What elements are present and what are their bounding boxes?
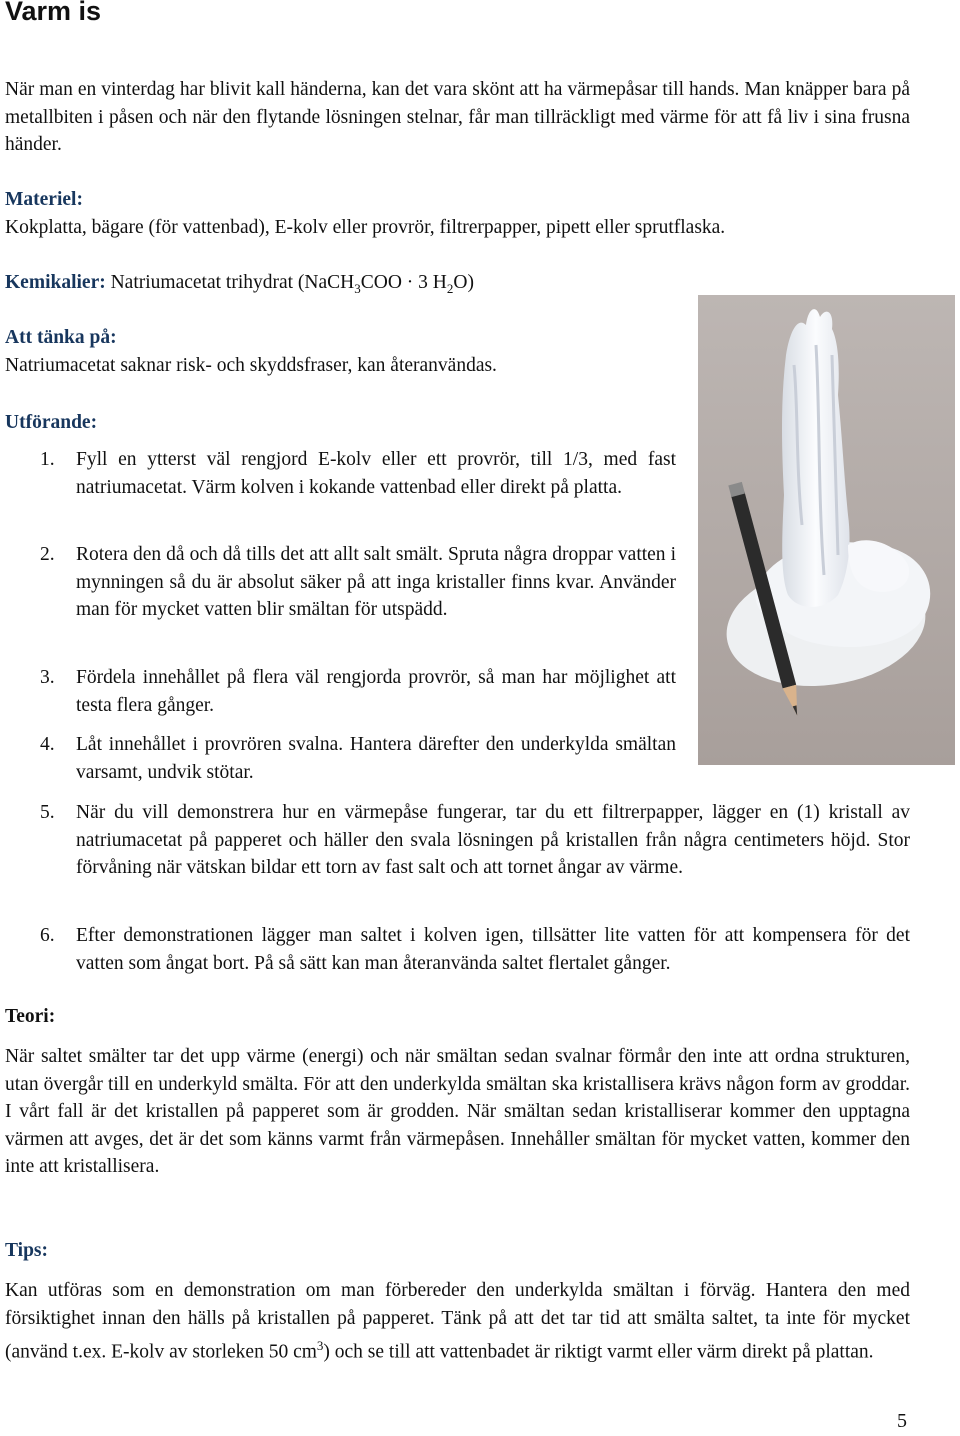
step-text: Fyll en ytterst väl rengjord E-kolv eller ett provrör, till 1/3, med fast natriumacetat. Värm kolven i kokande vattenbad eller direkt på platta. [76, 449, 676, 498]
step-number: 6. [40, 925, 55, 946]
teori-paragraph: När saltet smälter tar det upp värme (energi) och när smältan sedan svalnar förmår den inte att ordna strukturen, utan övergår till en underkyld smälta. För att den underkylda smältan ska kristallisera krävs någon form av groddar. I vårt fall är det kristallen på papperet som är grodden. När smältan sedan kristalliserar kommer den upptagna värmen att avges, det är det som känns varmt från värmepåsen. Innehåller smältan för mycket vatten, kommer den inte att kristallisera. [5, 1046, 910, 1177]
step-5 [40, 799, 910, 882]
step-text: Fördela innehållet på flera väl rengjorda provrör, så man har möjlighet att testa flera gånger. [76, 667, 676, 716]
step-text: När du vill demonstrera hur en värmepåse fungerar, tar du ett filtrerpapper, lägger en (1) kristall av natriumacetat på papperet och häller den svala lösningen på kristallen från några centimeters höjd. Stor förvåning när vätskan bildar ett torn av fast salt och att tornet ångar av värme. [76, 802, 910, 878]
salt-tower-illustration [698, 295, 955, 765]
kemikalier-text-b: COO · 3 H [360, 272, 447, 293]
step-4 [40, 731, 676, 786]
step-number: 4. [40, 734, 55, 755]
step-text: Låt innehållet i provrören svalna. Hantera därefter den underkylda smältan varsamt, undvik stötar. [76, 734, 676, 783]
kemikalier-text-c: O) [453, 272, 474, 293]
tips-superscript: 3 [316, 1338, 324, 1353]
tips-text-a: Kan utföras som en demonstration om man förbereder den underkylda smältan i förväg. Hantera den med försiktighet innan den hälls på kristallen på papperet. Tänk på att det tar tid att smälta saltet, ta inte för mycket (använd t.ex. E-kolv av storleken 50 cm [5, 1280, 910, 1363]
materiel-section [5, 186, 910, 241]
kemikalier-text-a: Natriumacetat trihydrat (NaCH [105, 272, 355, 293]
step-3 [40, 664, 676, 719]
tips-heading: Tips: [5, 1240, 48, 1261]
tips-paragraph [5, 1277, 910, 1366]
intro-paragraph: När man en vinterdag har blivit kall händerna, kan det vara skönt att ha värmepåsar till hands. Man knäpper bara på metallbiten i påsen och när den flytande lösningen stelnar, får man tillräckligt med värme för att få liv i sina frusna händer. [5, 79, 910, 155]
utforande-heading: Utförande: [5, 412, 98, 433]
kemikalier-heading: Kemikalier: [5, 272, 106, 293]
kemikalier-sub-1: 3 [354, 280, 361, 296]
tanka-text: Natriumacetat saknar risk- och skyddsfraser, kan återanvändas. [5, 354, 497, 376]
step-number: 3. [40, 667, 55, 688]
teori-heading-wrap [5, 1003, 910, 1031]
tanka-heading: Att tänka på: [5, 327, 117, 348]
step-2 [40, 541, 676, 624]
step-text: Rotera den då och då tills det att allt salt smält. Spruta några droppar vatten i mynningen så du är absolut säker på att inga kristaller finns kvar. Använder man för mycket vatten blir smältan för utspädd. [76, 544, 676, 620]
materiel-heading: Materiel: [5, 189, 83, 210]
salt-tower-photo [698, 295, 955, 765]
page-title: Varm is [5, 0, 102, 26]
step-text: Efter demonstrationen lägger man saltet i kolven igen, tillsätter lite vatten för att kompensera för det vatten som ångat bort. På så sätt kan man återanvända saltet flertalet gånger. [76, 925, 910, 974]
materiel-text: Kokplatta, bägare (för vattenbad), E-kolv eller provrör, filtrerpapper, pipett eller sprutflaska. [5, 216, 726, 238]
page-number: 5 [897, 1410, 907, 1432]
step-number: 2. [40, 544, 55, 565]
step-6 [40, 922, 910, 977]
tips-text-b: ) och se till att vattenbadet är riktigt varmt eller värm direkt på plattan. [323, 1341, 874, 1363]
teori-heading: Teori: [5, 1006, 56, 1027]
kemikalier-sub-2: 2 [446, 280, 454, 296]
step-number: 5. [40, 802, 55, 823]
step-number: 1. [40, 449, 55, 470]
step-1 [40, 446, 676, 501]
tips-heading-wrap [5, 1237, 910, 1265]
